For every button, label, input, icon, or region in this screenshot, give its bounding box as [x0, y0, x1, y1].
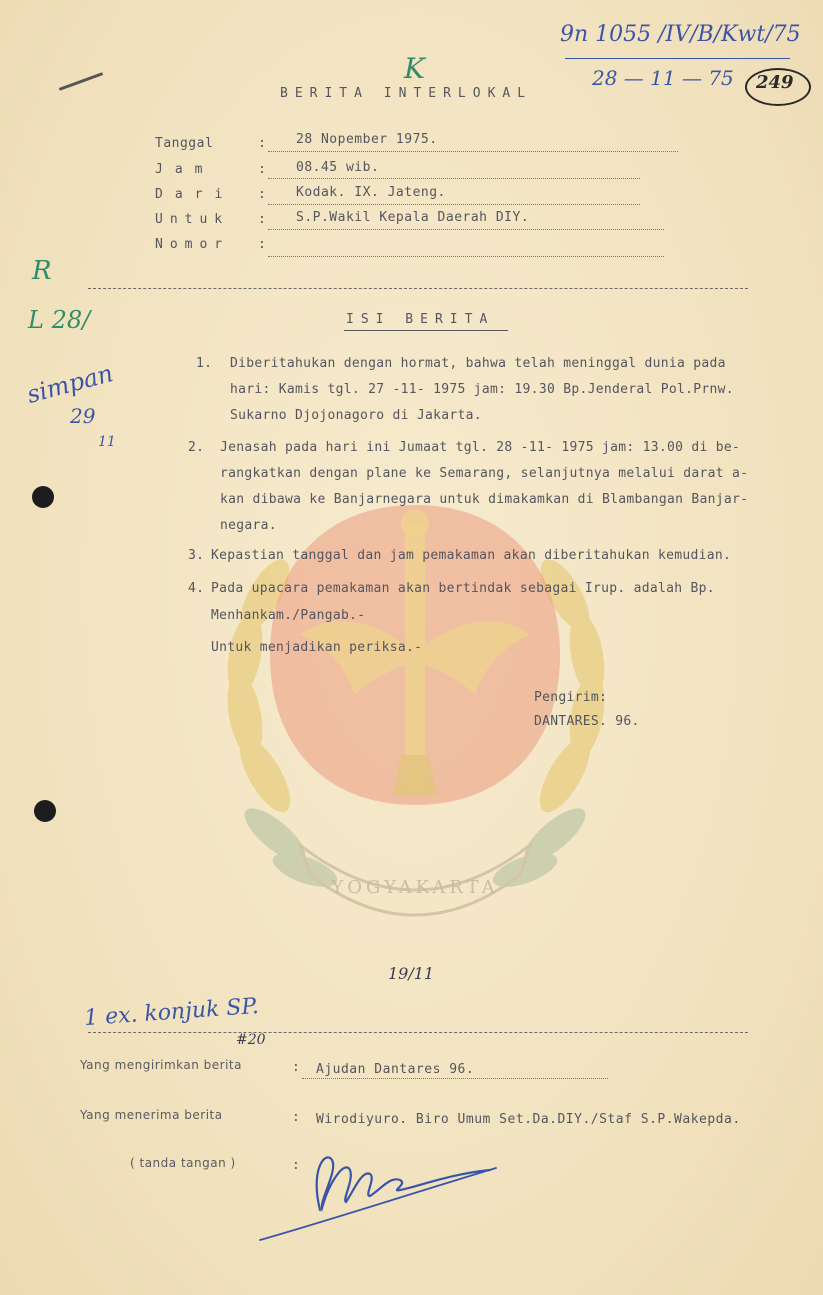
pengirim-colon: : [292, 1060, 301, 1075]
item-2-line-3: kan dibawa ke Banjarnegara untuk dimakamkan di Blambangan Banjar- [220, 492, 749, 507]
dari-dotline [268, 204, 640, 205]
nomor-dotline [268, 256, 664, 257]
pengirim-label: Yang mengirimkan berita [80, 1058, 242, 1072]
item-2-line-4: negara. [220, 518, 277, 533]
jam-label: Jam [155, 162, 215, 177]
margin-note-r: R [32, 256, 52, 286]
item-2-number: 2. [188, 440, 205, 455]
penerima-value: Wirodiyuro. Biro Umum Set.Da.DIY./Staf S.P.Wakepda. [316, 1112, 741, 1127]
margin-note-simpan: simpan [23, 359, 117, 409]
handwritten-signature [250, 1130, 510, 1250]
untuk-label: Untuk [155, 212, 230, 227]
item-3-line-1: Kepastian tanggal dan jam pemakaman akan diberitahukan kemudian. [211, 548, 732, 563]
penerima-label: Yang menerima berita [80, 1108, 223, 1122]
penerima-colon: : [292, 1110, 301, 1125]
untuk-value: S.P.Wakil Kepala Daerah DIY. [296, 210, 530, 225]
sender-value: DANTARES. 96. [534, 714, 640, 729]
margin-note-l28: L 28/ [28, 306, 91, 334]
item-4-number: 4. [188, 581, 205, 596]
tanggal-colon: : [258, 136, 267, 151]
dari-value: Kodak. IX. Jateng. [296, 185, 446, 200]
item-1-line-2: hari: Kamis tgl. 27 -11- 1975 jam: 19.30 Bp.Jenderal Pol.Prnw. [230, 382, 734, 397]
margin-note-11: 11 [98, 434, 116, 450]
item-1-number: 1. [196, 356, 213, 371]
bottom-number: #20 [236, 1032, 266, 1048]
nomor-label: Nomor [155, 237, 230, 252]
margin-note-29: 29 [70, 404, 96, 428]
ttd-label: ( tanda tangan ) [130, 1156, 236, 1170]
registration-number: 9n 1055 /IV/B/Kwt/75 [560, 22, 801, 47]
untuk-colon: : [258, 212, 267, 227]
dari-colon: : [258, 187, 267, 202]
item-1-line-3: Sukarno Djojonagoro di Jakarta. [230, 408, 482, 423]
dari-label: Dari [155, 187, 235, 202]
item-4-line-1: Pada upacara pemakaman akan bertindak sebagai Irup. adalah Bp. [211, 581, 715, 596]
pengirim-dotline [302, 1078, 608, 1079]
checkmark-k: K [404, 52, 425, 85]
jam-colon: : [258, 162, 267, 177]
footer-divider [88, 1032, 748, 1033]
punch-hole-bottom [34, 800, 56, 822]
ttd-colon: : [292, 1158, 301, 1173]
nomor-colon: : [258, 237, 267, 252]
header-divider [88, 288, 748, 289]
tanggal-label: Tanggal [155, 136, 214, 151]
punch-hole-top [32, 486, 54, 508]
tanggal-value: 28 Nopember 1975. [296, 132, 438, 147]
circled-number: 249 [756, 72, 794, 93]
middle-note: 19/11 [388, 964, 435, 983]
item-2-line-2: rangkatkan dengan plane ke Semarang, selanjutnya melalui darat a- [220, 466, 749, 481]
pengirim-value: Ajudan Dantares 96. [316, 1062, 475, 1077]
item-4-line-2: Menhankam./Pangab.- [211, 608, 366, 623]
closing-text: Untuk menjadikan periksa.- [211, 640, 423, 655]
bottom-note: 1 ex. konjuk SP. [83, 993, 260, 1032]
item-1-line-1: Diberitahukan dengan hormat, bahwa telah meninggal dunia pada [230, 356, 726, 371]
jam-dotline [268, 178, 640, 179]
pencil-mark [59, 72, 103, 91]
registration-underline [565, 58, 790, 59]
document-title: BERITA INTERLOKAL [280, 86, 533, 101]
item-3-number: 3. [188, 548, 205, 563]
isi-berita-title: ISI BERITA [346, 312, 495, 327]
jam-value: 08.45 wib. [296, 160, 380, 175]
seal-text: YOGYAKARTA [331, 877, 499, 898]
sender-label: Pengirim: [534, 690, 608, 705]
tanggal-dotline [268, 151, 678, 152]
untuk-dotline [268, 229, 664, 230]
registration-date: 28 — 11 — 75 [592, 66, 734, 90]
isi-berita-underline [344, 330, 508, 331]
item-2-line-1: Jenasah pada hari ini Jumaat tgl. 28 -11- 1975 jam: 13.00 di be- [220, 440, 741, 455]
